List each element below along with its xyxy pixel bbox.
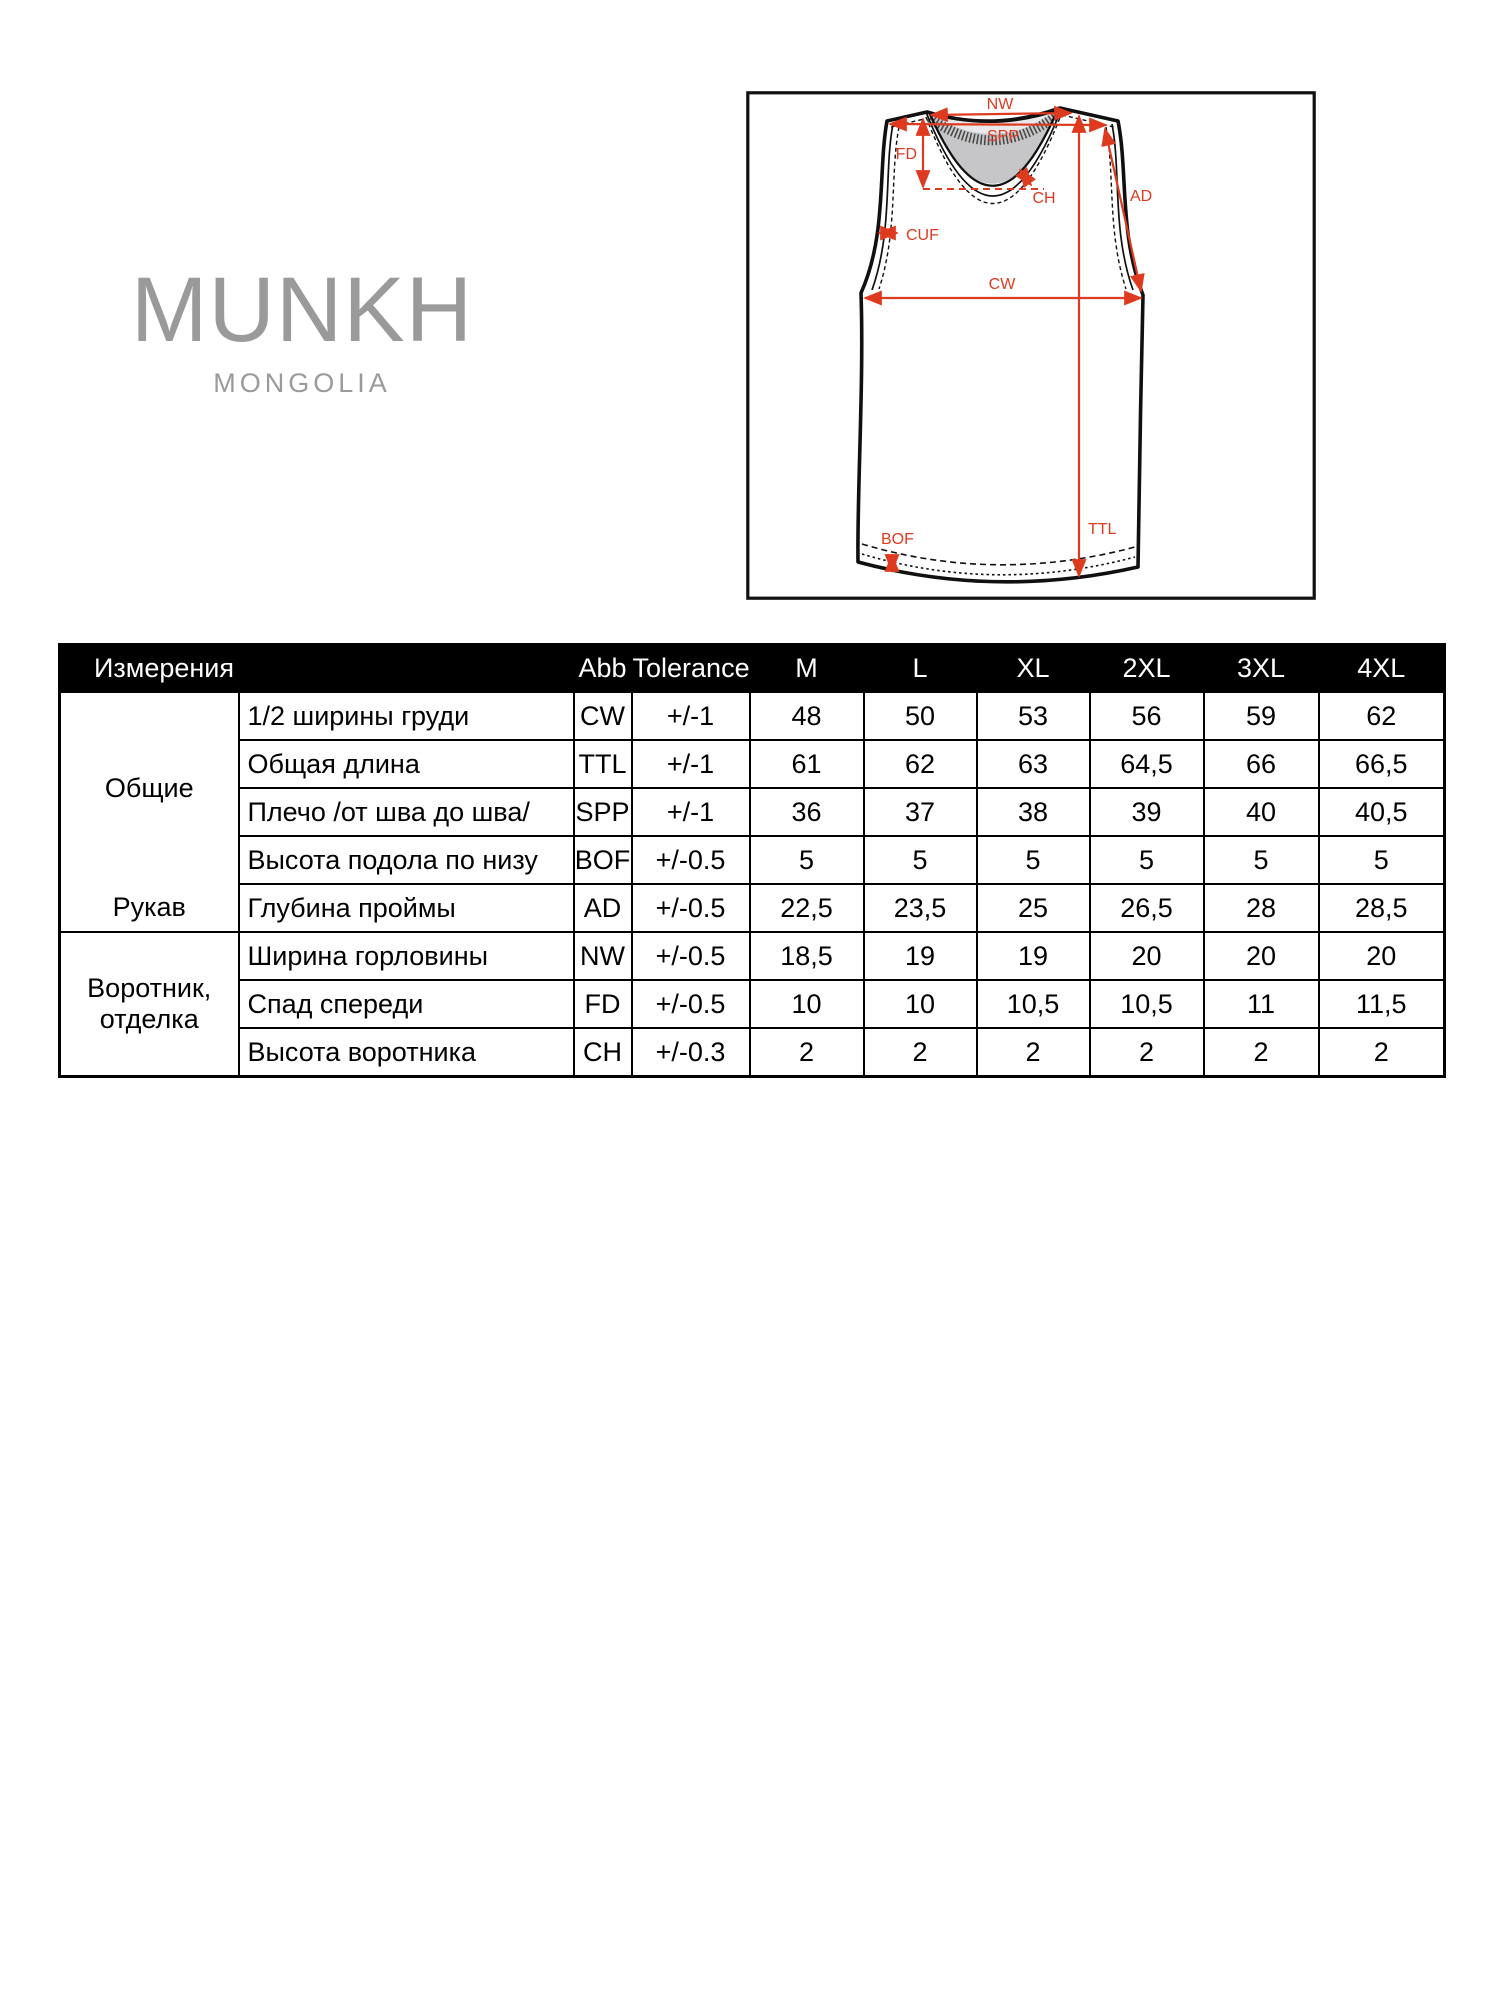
measure-name: Глубина проймы (239, 884, 574, 932)
value-4xl: 66,5 (1319, 740, 1445, 788)
value-xl: 5 (977, 836, 1090, 884)
header-abb: Abb (574, 645, 632, 693)
value-xl: 38 (977, 788, 1090, 836)
group-collar: Воротник, отделка (60, 932, 239, 1077)
value-m: 22,5 (750, 884, 864, 932)
measure-tolerance: +/-0.5 (632, 884, 750, 932)
value-2xl: 20 (1090, 932, 1204, 980)
brand-region: MONGOLIA (213, 368, 391, 398)
header-size-m: M (750, 645, 864, 693)
measure-name: Общая длина (239, 740, 574, 788)
measure-abb: CH (574, 1028, 632, 1077)
table-row (60, 788, 1445, 836)
header-measurements: Измерения (60, 645, 574, 693)
value-2xl: 10,5 (1090, 980, 1204, 1028)
garment-diagram (746, 91, 1316, 600)
header-size-3xl: 3XL (1204, 645, 1319, 693)
brand-logo (118, 259, 486, 398)
value-l: 37 (864, 788, 977, 836)
value-4xl: 40,5 (1319, 788, 1445, 836)
measure-tolerance: +/-1 (632, 692, 750, 740)
value-3xl: 66 (1204, 740, 1319, 788)
group-sleeve: Рукав (60, 884, 239, 932)
measure-tolerance: +/-0.5 (632, 980, 750, 1028)
value-4xl: 20 (1319, 932, 1445, 980)
ch-label: CH (1032, 190, 1056, 207)
brand-name: MUNKH (130, 259, 474, 361)
value-m: 36 (750, 788, 864, 836)
table-row (60, 884, 1445, 932)
table-row (60, 980, 1445, 1028)
value-m: 5 (750, 836, 864, 884)
measure-abb: FD (574, 980, 632, 1028)
value-3xl: 2 (1204, 1028, 1319, 1077)
value-2xl: 2 (1090, 1028, 1204, 1077)
value-xl: 25 (977, 884, 1090, 932)
value-3xl: 5 (1204, 836, 1319, 884)
value-4xl: 2 (1319, 1028, 1445, 1077)
value-m: 10 (750, 980, 864, 1028)
value-4xl: 28,5 (1319, 884, 1445, 932)
measure-abb: BOF (574, 836, 632, 884)
fd-label: FD (895, 146, 917, 163)
measure-name: Ширина горловины (239, 932, 574, 980)
value-4xl: 5 (1319, 836, 1445, 884)
table-row (60, 1028, 1445, 1077)
value-2xl: 26,5 (1090, 884, 1204, 932)
cw-label: CW (988, 276, 1016, 293)
value-m: 18,5 (750, 932, 864, 980)
table-row (60, 836, 1445, 884)
spp-label: SPP (986, 128, 1020, 145)
header-size-l: L (864, 645, 977, 693)
measure-abb: AD (574, 884, 632, 932)
table-header-row (60, 645, 1445, 693)
value-l: 10 (864, 980, 977, 1028)
cuf-label: CUF (906, 227, 939, 244)
measure-abb: TTL (574, 740, 632, 788)
ad-label: AD (1130, 188, 1153, 205)
measure-name: Спад спереди (239, 980, 574, 1028)
value-l: 19 (864, 932, 977, 980)
value-4xl: 62 (1319, 692, 1445, 740)
value-3xl: 59 (1204, 692, 1319, 740)
value-3xl: 28 (1204, 884, 1319, 932)
measure-tolerance: +/-0.3 (632, 1028, 750, 1077)
value-2xl: 56 (1090, 692, 1204, 740)
value-xl: 19 (977, 932, 1090, 980)
value-3xl: 40 (1204, 788, 1319, 836)
value-xl: 53 (977, 692, 1090, 740)
measure-name: 1/2 ширины груди (239, 692, 574, 740)
value-xl: 2 (977, 1028, 1090, 1077)
value-l: 62 (864, 740, 977, 788)
table-row (60, 692, 1445, 740)
measure-name: Высота воротника (239, 1028, 574, 1077)
measure-name: Высота подола по низу (239, 836, 574, 884)
measure-tolerance: +/-0.5 (632, 932, 750, 980)
header-size-2xl: 2XL (1090, 645, 1204, 693)
value-4xl: 11,5 (1319, 980, 1445, 1028)
ttl-label: TTL (1088, 521, 1117, 538)
value-l: 5 (864, 836, 977, 884)
group-general: Общие (60, 692, 239, 884)
measure-abb: NW (574, 932, 632, 980)
value-2xl: 5 (1090, 836, 1204, 884)
value-m: 48 (750, 692, 864, 740)
value-2xl: 39 (1090, 788, 1204, 836)
header-tolerance: Tolerance (632, 645, 750, 693)
value-m: 2 (750, 1028, 864, 1077)
measure-abb: CW (574, 692, 632, 740)
header-size-xl: XL (977, 645, 1090, 693)
table-row (60, 932, 1445, 980)
value-m: 61 (750, 740, 864, 788)
measure-tolerance: +/-0.5 (632, 836, 750, 884)
value-l: 2 (864, 1028, 977, 1077)
nw-label: NW (986, 96, 1014, 113)
value-3xl: 11 (1204, 980, 1319, 1028)
measure-name: Плечо /от шва до шва/ (239, 788, 574, 836)
value-xl: 63 (977, 740, 1090, 788)
value-2xl: 64,5 (1090, 740, 1204, 788)
size-table (58, 643, 1446, 1078)
measure-tolerance: +/-1 (632, 740, 750, 788)
header-size-4xl: 4XL (1319, 645, 1445, 693)
value-l: 23,5 (864, 884, 977, 932)
bof-label: BOF (881, 531, 914, 548)
value-xl: 10,5 (977, 980, 1090, 1028)
value-3xl: 20 (1204, 932, 1319, 980)
measure-tolerance: +/-1 (632, 788, 750, 836)
table-row (60, 740, 1445, 788)
measure-abb: SPP (574, 788, 632, 836)
tank-top-measure-drawing (746, 91, 1316, 600)
value-l: 50 (864, 692, 977, 740)
